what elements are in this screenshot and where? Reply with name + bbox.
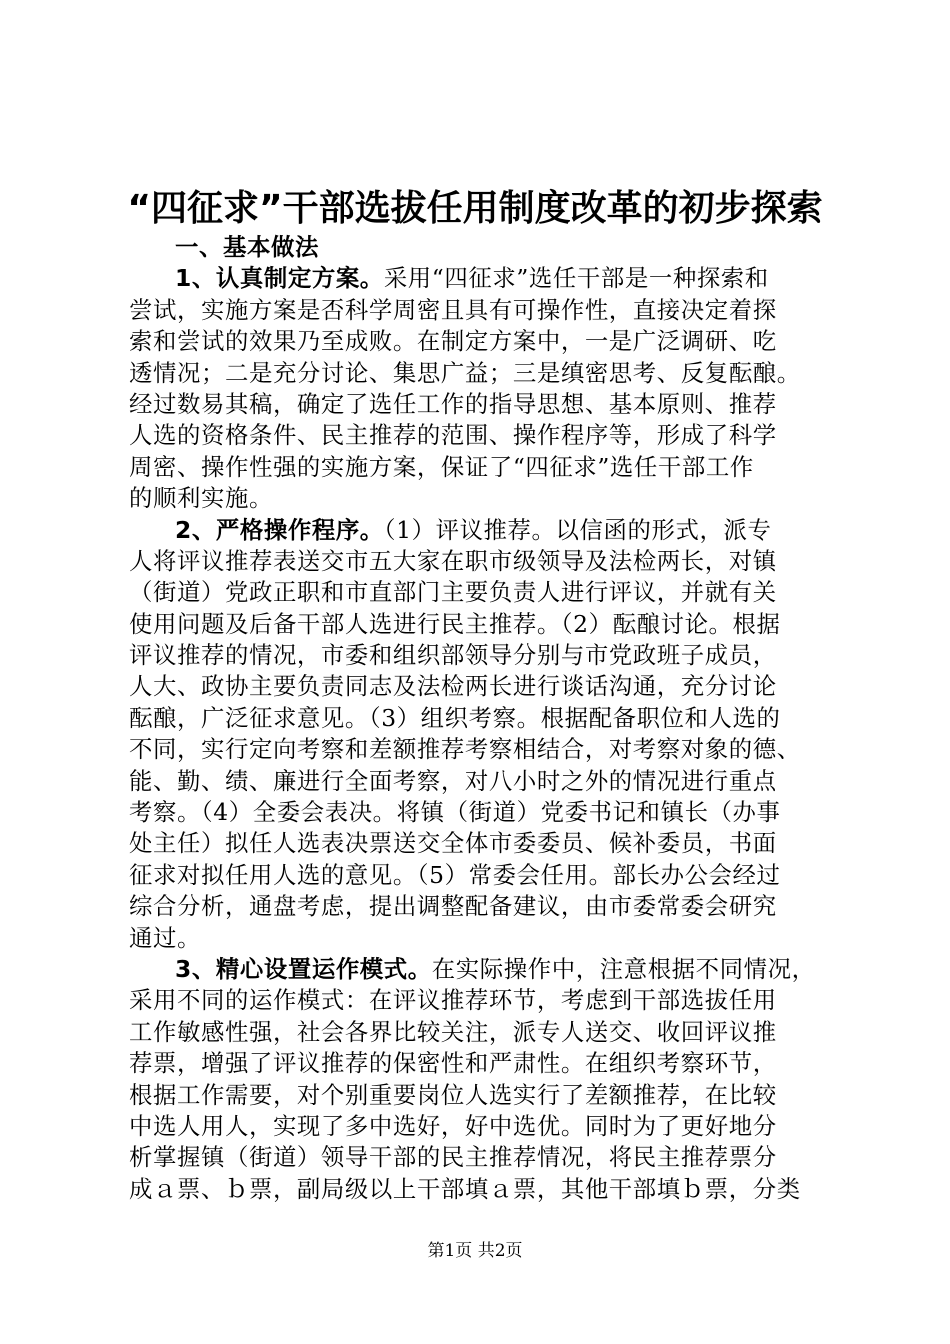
paragraph-line: 析掌握镇（街道）领导干部的民主推荐情况，将民主推荐票分 [129, 1143, 777, 1172]
paragraph-line [129, 515, 831, 546]
paragraph-line: 不同，实行定向考察和差额推荐考察相结合，对考察对象的德、 [129, 735, 801, 764]
document-title: “四征求”干部选拔任用制度改革的初步探索 [127, 188, 823, 229]
paragraph-line [129, 954, 831, 985]
paragraph-line: 人大、政协主要负责同志及法检两长进行谈话沟通，充分讨论 [129, 672, 777, 701]
paragraph-line: 经过数易其稿，确定了选任工作的指导思想、基本原则、推荐 [129, 389, 777, 418]
paragraph-line: 使用问题及后备干部人选进行民主推荐。（2）酝酿讨论。根据 [129, 609, 781, 638]
paragraph-line: 通过。 [129, 923, 201, 952]
paragraph-text: 采用“四征求”选任干部是一种探索和 [383, 264, 769, 293]
paragraph-line: 处主任）拟任人选表决票送交全体市委委员、候补委员，书面 [129, 829, 777, 858]
paragraph-line: 索和尝试的效果乃至成败。在制定方案中，一是广泛调研、吃 [129, 327, 777, 356]
paragraph-line: 中选人用人，实现了多中选好，好中选优。同时为了更好地分 [129, 1111, 777, 1140]
paragraph-text: （1）评议推荐。以信函的形式，派专 [383, 515, 772, 544]
paragraph-text: 在实际操作中，注意根据不同情况， [431, 954, 816, 983]
paragraph-line: 周密、操作性强的实施方案，保证了“四征求”选任干部工作 [129, 452, 754, 481]
paragraph-line: 的顺利实施。 [129, 484, 273, 513]
paragraph-heading: 3、精心设置运作模式。 [175, 954, 432, 983]
paragraph-line: 人选的资格条件、民主推荐的范围、操作程序等，形成了科学 [129, 421, 777, 450]
paragraph-heading: 2、严格操作程序。 [175, 515, 384, 544]
paragraph-line: 征求对拟任用人选的意见。（5）常委会任用。部长办公会经过 [129, 860, 781, 889]
document-body [129, 232, 831, 1205]
page-footer: 第1页 共2页 [427, 1241, 523, 1261]
paragraph-line: 综合分析，通盘考虑，提出调整配备建议，由市委常委会研究 [129, 892, 777, 921]
paragraph-line: 根据工作需要，对个别重要岗位人选实行了差额推荐，在比较 [129, 1080, 777, 1109]
paragraph-line: （街道）党政正职和市直部门主要负责人进行评议，并就有关 [129, 578, 777, 607]
paragraph-line: 尝试，实施方案是否科学周密且具有可操作性，直接决定着探 [129, 295, 777, 324]
paragraph-line: 考察。（4）全委会表决。将镇（街道）党委书记和镇长（办事 [129, 798, 781, 827]
paragraph-line: 工作敏感性强，社会各界比较关注，派专人送交、收回评议推 [129, 1017, 777, 1046]
paragraph-line: 人将评议推荐表送交市五大家在职市级领导及法检两长，对镇 [129, 546, 777, 575]
paragraph-line: 采用不同的运作模式：在评议推荐环节，考虑到干部选拔任用 [129, 986, 777, 1015]
paragraph-line [129, 263, 831, 294]
paragraph-line: 透情况；二是充分讨论、集思广益；三是缜密思考、反复酝酿。 [129, 358, 801, 387]
paragraph-line: 酝酿，广泛征求意见。（3）组织考察。根据配备职位和人选的 [129, 703, 781, 732]
section-heading: 一、基本做法 [175, 233, 319, 261]
paragraph-line: 能、勤、绩、廉进行全面考察，对八小时之外的情况进行重点 [129, 766, 777, 795]
paragraph-line: 荐票，增强了评议推荐的保密性和严肃性。在组织考察环节， [129, 1049, 777, 1078]
paragraph-heading: 1、认真制定方案。 [175, 264, 384, 293]
paragraph-line: 成ａ票、ｂ票，副局级以上干部填ａ票，其他干部填ｂ票，分类 [129, 1174, 801, 1203]
paragraph-line: 评议推荐的情况，市委和组织部领导分别与市党政班子成员， [129, 641, 777, 670]
